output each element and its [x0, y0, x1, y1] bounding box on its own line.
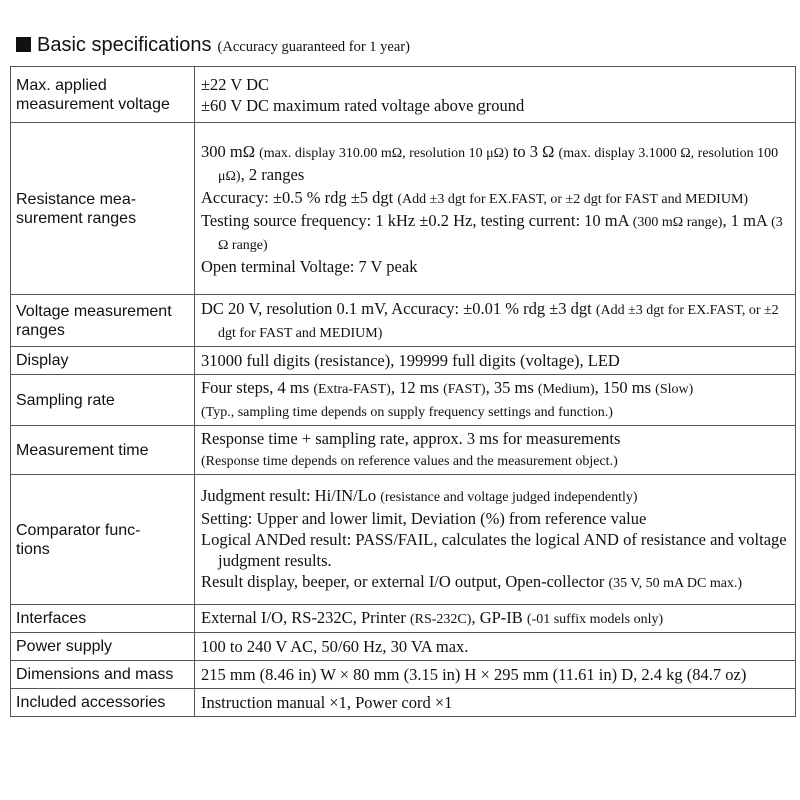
- spec-value: [195, 347, 796, 375]
- spec-text: Response time + sampling rate, approx. 3 ms for measurements: [201, 429, 621, 448]
- spec-note-text: (35 V, 50 mA DC max.): [608, 576, 743, 591]
- spec-text: ±60 V DC maximum rated voltage above ground: [201, 95, 525, 115]
- spec-value: [195, 605, 796, 633]
- spec-text: , 2 ranges: [240, 164, 305, 184]
- spec-value-line: [201, 449, 791, 472]
- spec-value-line: [201, 664, 791, 685]
- spec-text: , 150 ms: [594, 378, 656, 397]
- spec-value: [195, 633, 796, 661]
- spec-label-line: tions: [16, 540, 50, 558]
- spec-value: [195, 67, 796, 123]
- spec-label: [11, 661, 195, 689]
- spec-label-line: Max. applied: [16, 76, 107, 94]
- spec-row: [11, 475, 796, 605]
- spec-label-line: Resistance mea-: [16, 190, 137, 208]
- spec-table-body: [11, 67, 796, 717]
- black-square-icon: [16, 37, 31, 52]
- spec-label-line: Included accessories: [16, 694, 166, 711]
- spec-text: ±22 V DC: [201, 74, 270, 94]
- spec-value-line: [201, 692, 791, 713]
- spec-label-line: Power supply: [16, 638, 113, 655]
- spec-text: Accuracy: ±0.5 % rdg ±5 dgt: [201, 187, 398, 207]
- spec-note-text: (Slow): [655, 382, 694, 397]
- spec-text: Instruction manual ×1, Power cord ×1: [201, 693, 453, 712]
- spec-label: [11, 605, 195, 633]
- spec-table: [10, 66, 796, 717]
- spec-label-line: Measurement time: [16, 441, 149, 459]
- spec-label: [11, 295, 195, 347]
- spec-row: [11, 347, 796, 375]
- spec-value-line: [201, 529, 791, 571]
- spec-value-line: [201, 428, 791, 449]
- spec-text: External I/O, RS-232C, Printer: [201, 608, 410, 627]
- spec-note-text: (max. display 3.1000 Ω, resolution 100 μΩ): [218, 145, 779, 184]
- spec-note-text: (Typ., sampling time depends on supply frequency settings and function.): [201, 405, 613, 420]
- spec-row: [11, 633, 796, 661]
- spec-row: [11, 67, 796, 123]
- spec-value-line: [201, 485, 791, 508]
- spec-text: 215 mm (8.46 in) W × 80 mm (3.15 in) H × 295 mm (11.61 in) D, 2.4 kg (84.7 oz): [201, 665, 747, 684]
- spec-value-line: [201, 187, 791, 210]
- spec-row: [11, 689, 796, 717]
- spec-note-text: (Add ±3 dgt for EX.FAST, or ±2 dgt for FAST and MEDIUM): [397, 191, 749, 207]
- spec-note-text: (3 Ω range): [218, 214, 783, 253]
- spec-text: Setting: Upper and lower limit, Deviation (%) from reference value: [201, 509, 647, 528]
- spec-row: [11, 426, 796, 475]
- spec-note-text: (300 mΩ range): [632, 214, 723, 230]
- spec-value-line: [201, 74, 791, 95]
- spec-row: [11, 295, 796, 347]
- spec-value: [195, 123, 796, 295]
- spec-value-line: [201, 350, 791, 371]
- spec-label: [11, 689, 195, 717]
- spec-text: , GP-IB: [471, 608, 527, 627]
- spec-text: to 3 Ω: [508, 141, 559, 161]
- spec-row: [11, 375, 796, 426]
- spec-value-line: [201, 377, 791, 400]
- spec-text: , 1 mA: [722, 210, 772, 230]
- spec-label: [11, 67, 195, 123]
- spec-value-line: [201, 508, 791, 529]
- spec-note-text: (Extra-FAST): [313, 382, 391, 397]
- spec-label-line: Voltage measurement: [16, 302, 172, 320]
- spec-text: Judgment result: Hi/IN/Lo: [201, 486, 381, 505]
- spec-note-text: (RS-232C): [409, 612, 472, 627]
- spec-value-line: [201, 256, 791, 277]
- spec-value: [195, 689, 796, 717]
- spec-value-line: [201, 607, 791, 630]
- spec-note-text: (FAST): [443, 382, 486, 397]
- spec-note-text: (Add ±3 dgt for EX.FAST, or ±2 dgt for FAST and MEDIUM): [218, 302, 779, 341]
- spec-row: [11, 661, 796, 689]
- spec-value: [195, 295, 796, 347]
- spec-value-line: [201, 636, 791, 657]
- spec-row: [11, 123, 796, 295]
- spec-label-line: Sampling rate: [16, 391, 115, 409]
- spec-value: [195, 661, 796, 689]
- spec-value: [195, 375, 796, 426]
- spec-text: , 35 ms: [485, 378, 538, 397]
- spec-label-line: surement ranges: [16, 209, 137, 227]
- spec-text: 300 mΩ: [201, 141, 260, 161]
- spec-label: [11, 375, 195, 426]
- spec-label-line: measurement voltage: [16, 95, 170, 113]
- spec-value-line: [201, 210, 791, 256]
- spec-value-line: [201, 571, 791, 594]
- spec-value-line: [201, 95, 791, 116]
- spec-label-line: Comparator func-: [16, 521, 141, 539]
- spec-label: [11, 475, 195, 605]
- spec-row: [11, 605, 796, 633]
- spec-text: Logical ANDed result: PASS/FAIL, calculates the logical AND of resistance and voltage judgment results.: [201, 530, 787, 570]
- spec-note-text: (max. display 310.00 mΩ, resolution 10 μΩ): [259, 145, 509, 161]
- spec-label-line: Dimensions and mass: [16, 666, 174, 683]
- section-note: (Accuracy guaranteed for 1 year): [217, 39, 410, 55]
- spec-label-line: Interfaces: [16, 610, 87, 627]
- spec-label: [11, 633, 195, 661]
- spec-label-line: ranges: [16, 321, 65, 339]
- section-heading: [16, 34, 410, 62]
- spec-label: [11, 347, 195, 375]
- spec-value-line: [201, 400, 791, 423]
- spec-text: Four steps, 4 ms: [201, 378, 314, 397]
- spec-text: 31000 full digits (resistance), 199999 full digits (voltage), LED: [201, 351, 620, 370]
- spec-value: [195, 426, 796, 475]
- spec-text: Open terminal Voltage: 7 V peak: [201, 256, 418, 276]
- spec-value-line: [201, 298, 791, 344]
- spec-label-line: Display: [16, 352, 69, 369]
- spec-text: Testing source frequency: 1 kHz ±0.2 Hz, testing current: 10 mA: [201, 210, 633, 230]
- spec-value: [195, 475, 796, 605]
- spec-note-text: (Response time depends on reference values and the measurement object.): [201, 454, 618, 469]
- section-title: Basic specifications: [37, 34, 212, 56]
- spec-text: , 12 ms: [390, 378, 444, 397]
- spec-note-text: (-01 suffix models only): [526, 612, 664, 627]
- spec-text: Result display, beeper, or external I/O output, Open-collector: [201, 572, 609, 591]
- spec-note-text: (Medium): [537, 382, 595, 397]
- spec-note-text: (resistance and voltage judged independently): [380, 490, 638, 505]
- spec-label: [11, 123, 195, 295]
- spec-text: 100 to 240 V AC, 50/60 Hz, 30 VA max.: [201, 637, 469, 656]
- spec-label: [11, 426, 195, 475]
- spec-value-line: [201, 141, 791, 187]
- spec-text: DC 20 V, resolution 0.1 mV, Accuracy: ±0.01 % rdg ±3 dgt: [201, 298, 596, 318]
